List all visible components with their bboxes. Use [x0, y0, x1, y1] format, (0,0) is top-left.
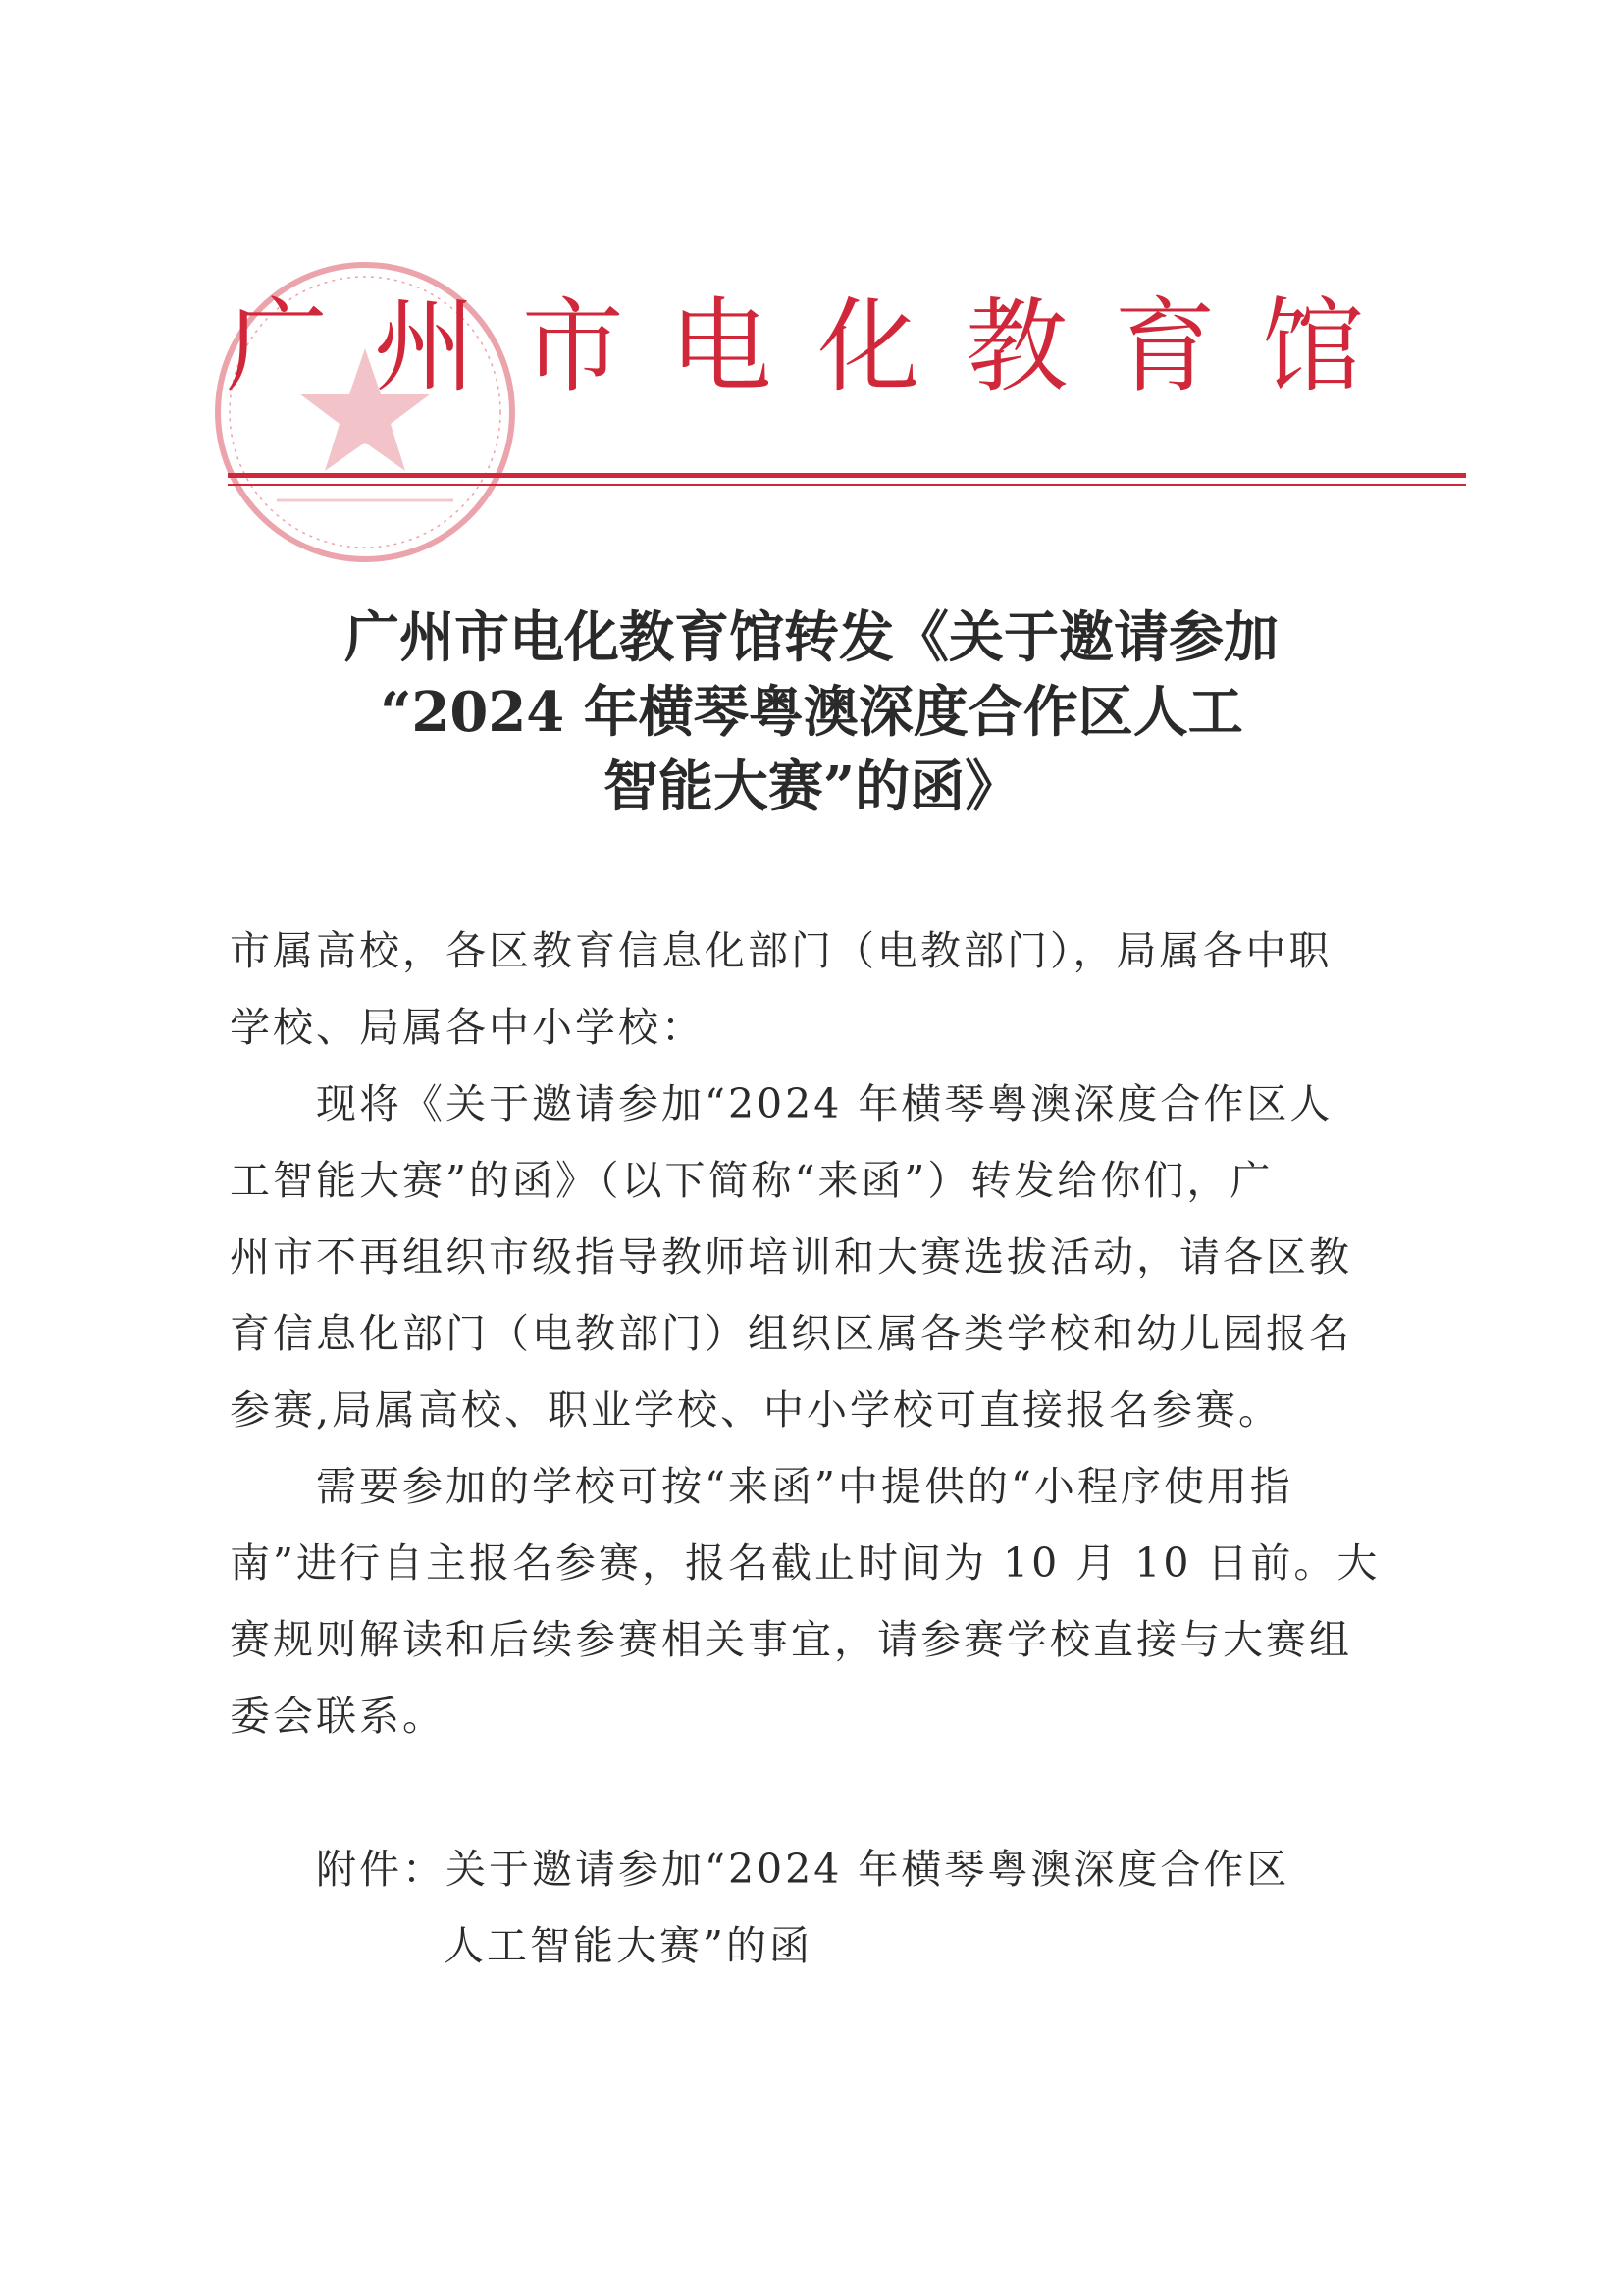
salutation: [230, 913, 1368, 1066]
attachment-note: [230, 1831, 1368, 1984]
paragraph-line: 育信息化部门（电教部门）组织区属各类学校和幼儿园报名: [230, 1310, 1352, 1357]
letterhead-char: 育: [1114, 286, 1217, 406]
paragraph-line: 赛规则解读和后续参赛相关事宜，请参赛学校直接与大赛组: [230, 1616, 1352, 1663]
letterhead-char: 教: [966, 286, 1069, 406]
title-line: “2024 年横琴粤澳深度合作区人工: [380, 680, 1243, 745]
paragraph-line: 参赛,局属高校、职业学校、中小学校可直接报名参赛。: [230, 1386, 1283, 1434]
paragraph-line: 需要参加的学校可按“来函”中提供的“小程序使用指: [316, 1463, 1293, 1510]
salutation-line: 市属高校，各区教育信息化部门（电教部门），局属各中职: [230, 927, 1333, 974]
letterhead-divider-thin: [228, 484, 1466, 486]
letterhead-divider: [228, 473, 1466, 478]
paragraph-line: 工智能大赛”的函》（以下简称“来函”）转发给你们，广: [230, 1157, 1274, 1204]
letterhead-char: 电: [669, 286, 772, 406]
paragraph-line: 委会联系。: [230, 1693, 445, 1740]
letterhead-char: 广: [226, 286, 329, 406]
paragraph-line: 现将《关于邀请参加“2024 年横琴粤澳深度合作区人: [316, 1080, 1334, 1127]
letterhead-char: 市: [521, 286, 624, 406]
title-line: 智能大赛”的函》: [602, 755, 1021, 819]
attachment-line: 附件：关于邀请参加“2024 年横琴粤澳深度合作区: [316, 1846, 1290, 1893]
attachment-line: 人工智能大赛”的函: [444, 1922, 812, 1969]
letterhead-char: 化: [817, 286, 920, 406]
document-title: [196, 600, 1427, 824]
body-paragraph-2: [230, 1448, 1381, 1754]
title-line: 广州市电化教育馆转发《关于邀请参加: [344, 605, 1279, 670]
letterhead-char: 馆: [1261, 286, 1364, 406]
body-paragraph-1: [230, 1066, 1368, 1448]
paragraph-line: 州市不再组织市级指导教师培训和大赛选拔活动，请各区教: [230, 1233, 1352, 1280]
paragraph-line: 南”进行自主报名参赛，报名截止时间为 10 月 10 日前。大: [230, 1539, 1381, 1587]
letterhead-char: 州: [373, 286, 476, 406]
salutation-line: 学校、局属各中小学校：: [230, 1004, 705, 1051]
letterhead-org-name: [226, 280, 1364, 412]
